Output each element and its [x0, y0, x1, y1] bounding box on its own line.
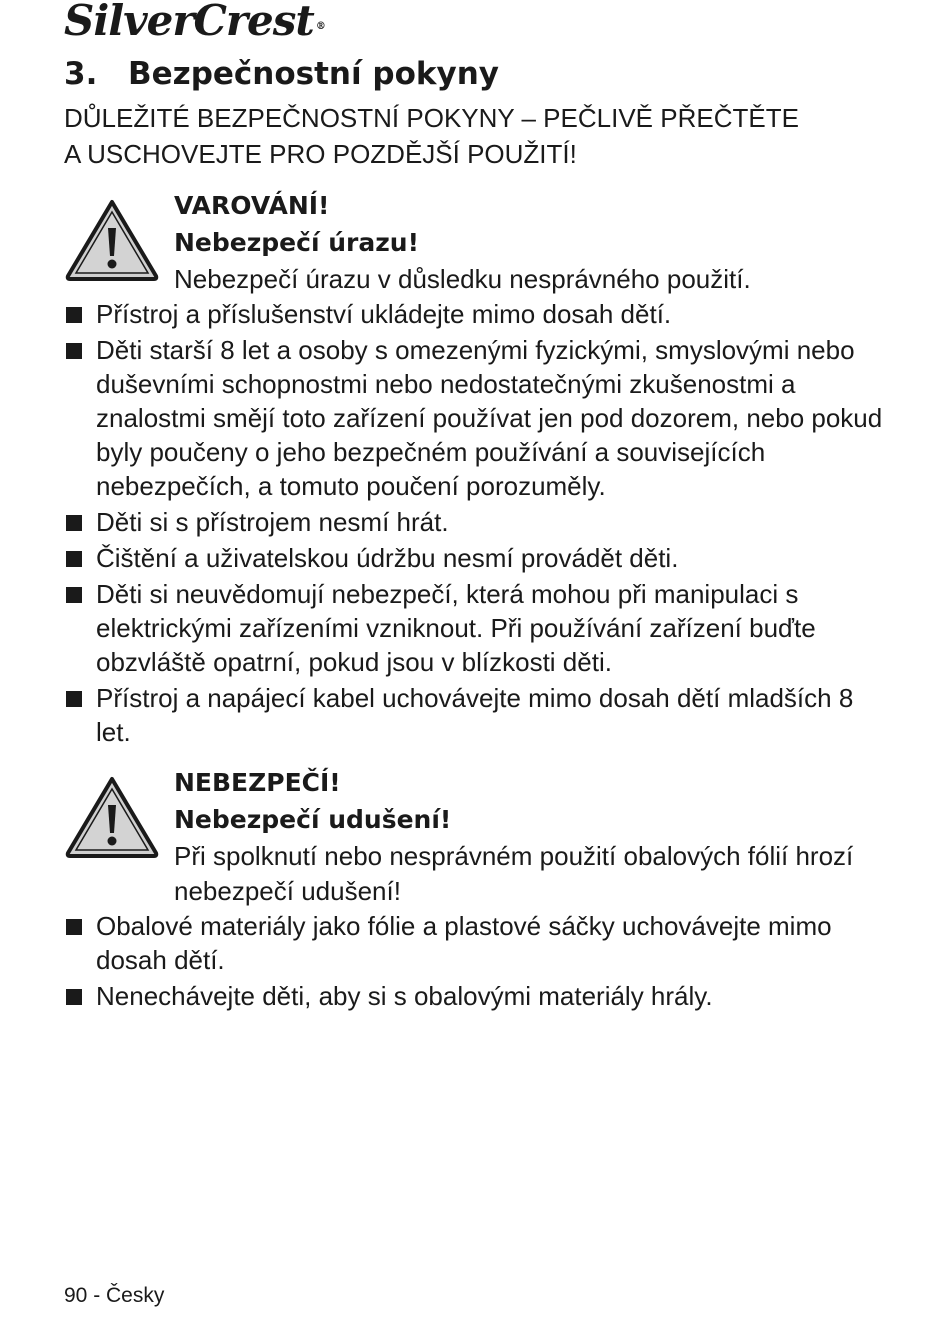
page-footer: 90 - Česky: [64, 1284, 165, 1307]
brand-logo-text: SilverCrest: [64, 0, 314, 45]
list-item-text: Přístroj a napájecí kabel uchovávejte mimo dosah dětí mladších 8 let.: [96, 683, 854, 747]
bullet-square-icon: [66, 515, 82, 531]
list-item: [64, 541, 894, 575]
danger-subtitle: Nebezpečí udušení!: [174, 805, 452, 834]
warning-title: VAROVÁNÍ!: [174, 191, 330, 220]
bullet-square-icon: [66, 343, 82, 359]
intro-line-2: A USCHOVEJTE PRO POZDĚJŠÍ POUŽITÍ!: [64, 139, 577, 169]
section-title-text: Bezpečnostní pokyny: [128, 56, 500, 92]
list-item-text: Obalové materiály jako fólie a plastové sáčky uchovávejte mimo dosah dětí.: [96, 911, 832, 975]
list-item-text: Děti starší 8 let a osoby s omezenými fyzickými, smyslovými nebo duševními schopnostmi nebo nedostatečnými zkušenostmi a znalostmi smějí toto zařízení používat jen pod dozorem, nebo pokud byly poučeny o jeho bezpečném používání a souvisejících nebezpečích, a tomuto poučení porozuměly.: [96, 335, 883, 501]
list-item-text: Děti si neuvědomují nebezpečí, která mohou při manipulaci s elektrickými zařízeními vzniknout. Při používání zařízení buďte obzvláště opatrní, pokud jsou v blízkosti děti.: [96, 579, 816, 677]
warning-block-suffocation: [64, 761, 894, 909]
danger-text: Při spolknutí nebo nesprávném použití obalových fólií hrozí nebezpečí udušení!: [174, 841, 854, 906]
list-item-text: Čištění a uživatelskou údržbu nesmí provádět děti.: [96, 543, 679, 573]
warning-triangle-icon: [64, 198, 160, 282]
list-item: [64, 333, 894, 503]
bullet-list-children: [64, 297, 894, 749]
brand-logo: [64, 0, 325, 45]
section-number: 3.: [64, 56, 98, 92]
intro-line-1: DŮLEŽITÉ BEZPEČNOSTNÍ POKYNY – PEČLIVĚ PŘEČTĚTE: [64, 103, 799, 133]
danger-title: NEBEZPEČÍ!: [174, 768, 341, 797]
page-content: [64, 52, 894, 1015]
list-item: [64, 909, 894, 977]
list-item-text: Nenechávejte děti, aby si s obalovými materiály hrály.: [96, 981, 713, 1011]
bullet-square-icon: [66, 307, 82, 323]
list-item: [64, 979, 894, 1013]
list-item: [64, 681, 894, 749]
warning-block-injury: [64, 184, 894, 297]
section-intro: [64, 100, 894, 172]
section-title: [64, 52, 894, 96]
bullet-square-icon: [66, 587, 82, 603]
bullet-list-packaging: [64, 909, 894, 1013]
registered-mark: ®: [315, 21, 325, 32]
list-item-text: Přístroj a příslušenství ukládejte mimo dosah dětí.: [96, 299, 672, 329]
bullet-square-icon: [66, 989, 82, 1005]
bullet-square-icon: [66, 691, 82, 707]
warning-subtitle: Nebezpečí úrazu!: [174, 228, 419, 257]
list-item-text: Děti si s přístrojem nesmí hrát.: [96, 507, 449, 537]
list-item: [64, 577, 894, 679]
warning-triangle-icon: [64, 775, 160, 859]
bullet-square-icon: [66, 551, 82, 567]
warning-text: Nebezpečí úrazu v důsledku nesprávného použití.: [174, 264, 751, 294]
list-item: [64, 505, 894, 539]
list-item: [64, 297, 894, 331]
bullet-square-icon: [66, 919, 82, 935]
